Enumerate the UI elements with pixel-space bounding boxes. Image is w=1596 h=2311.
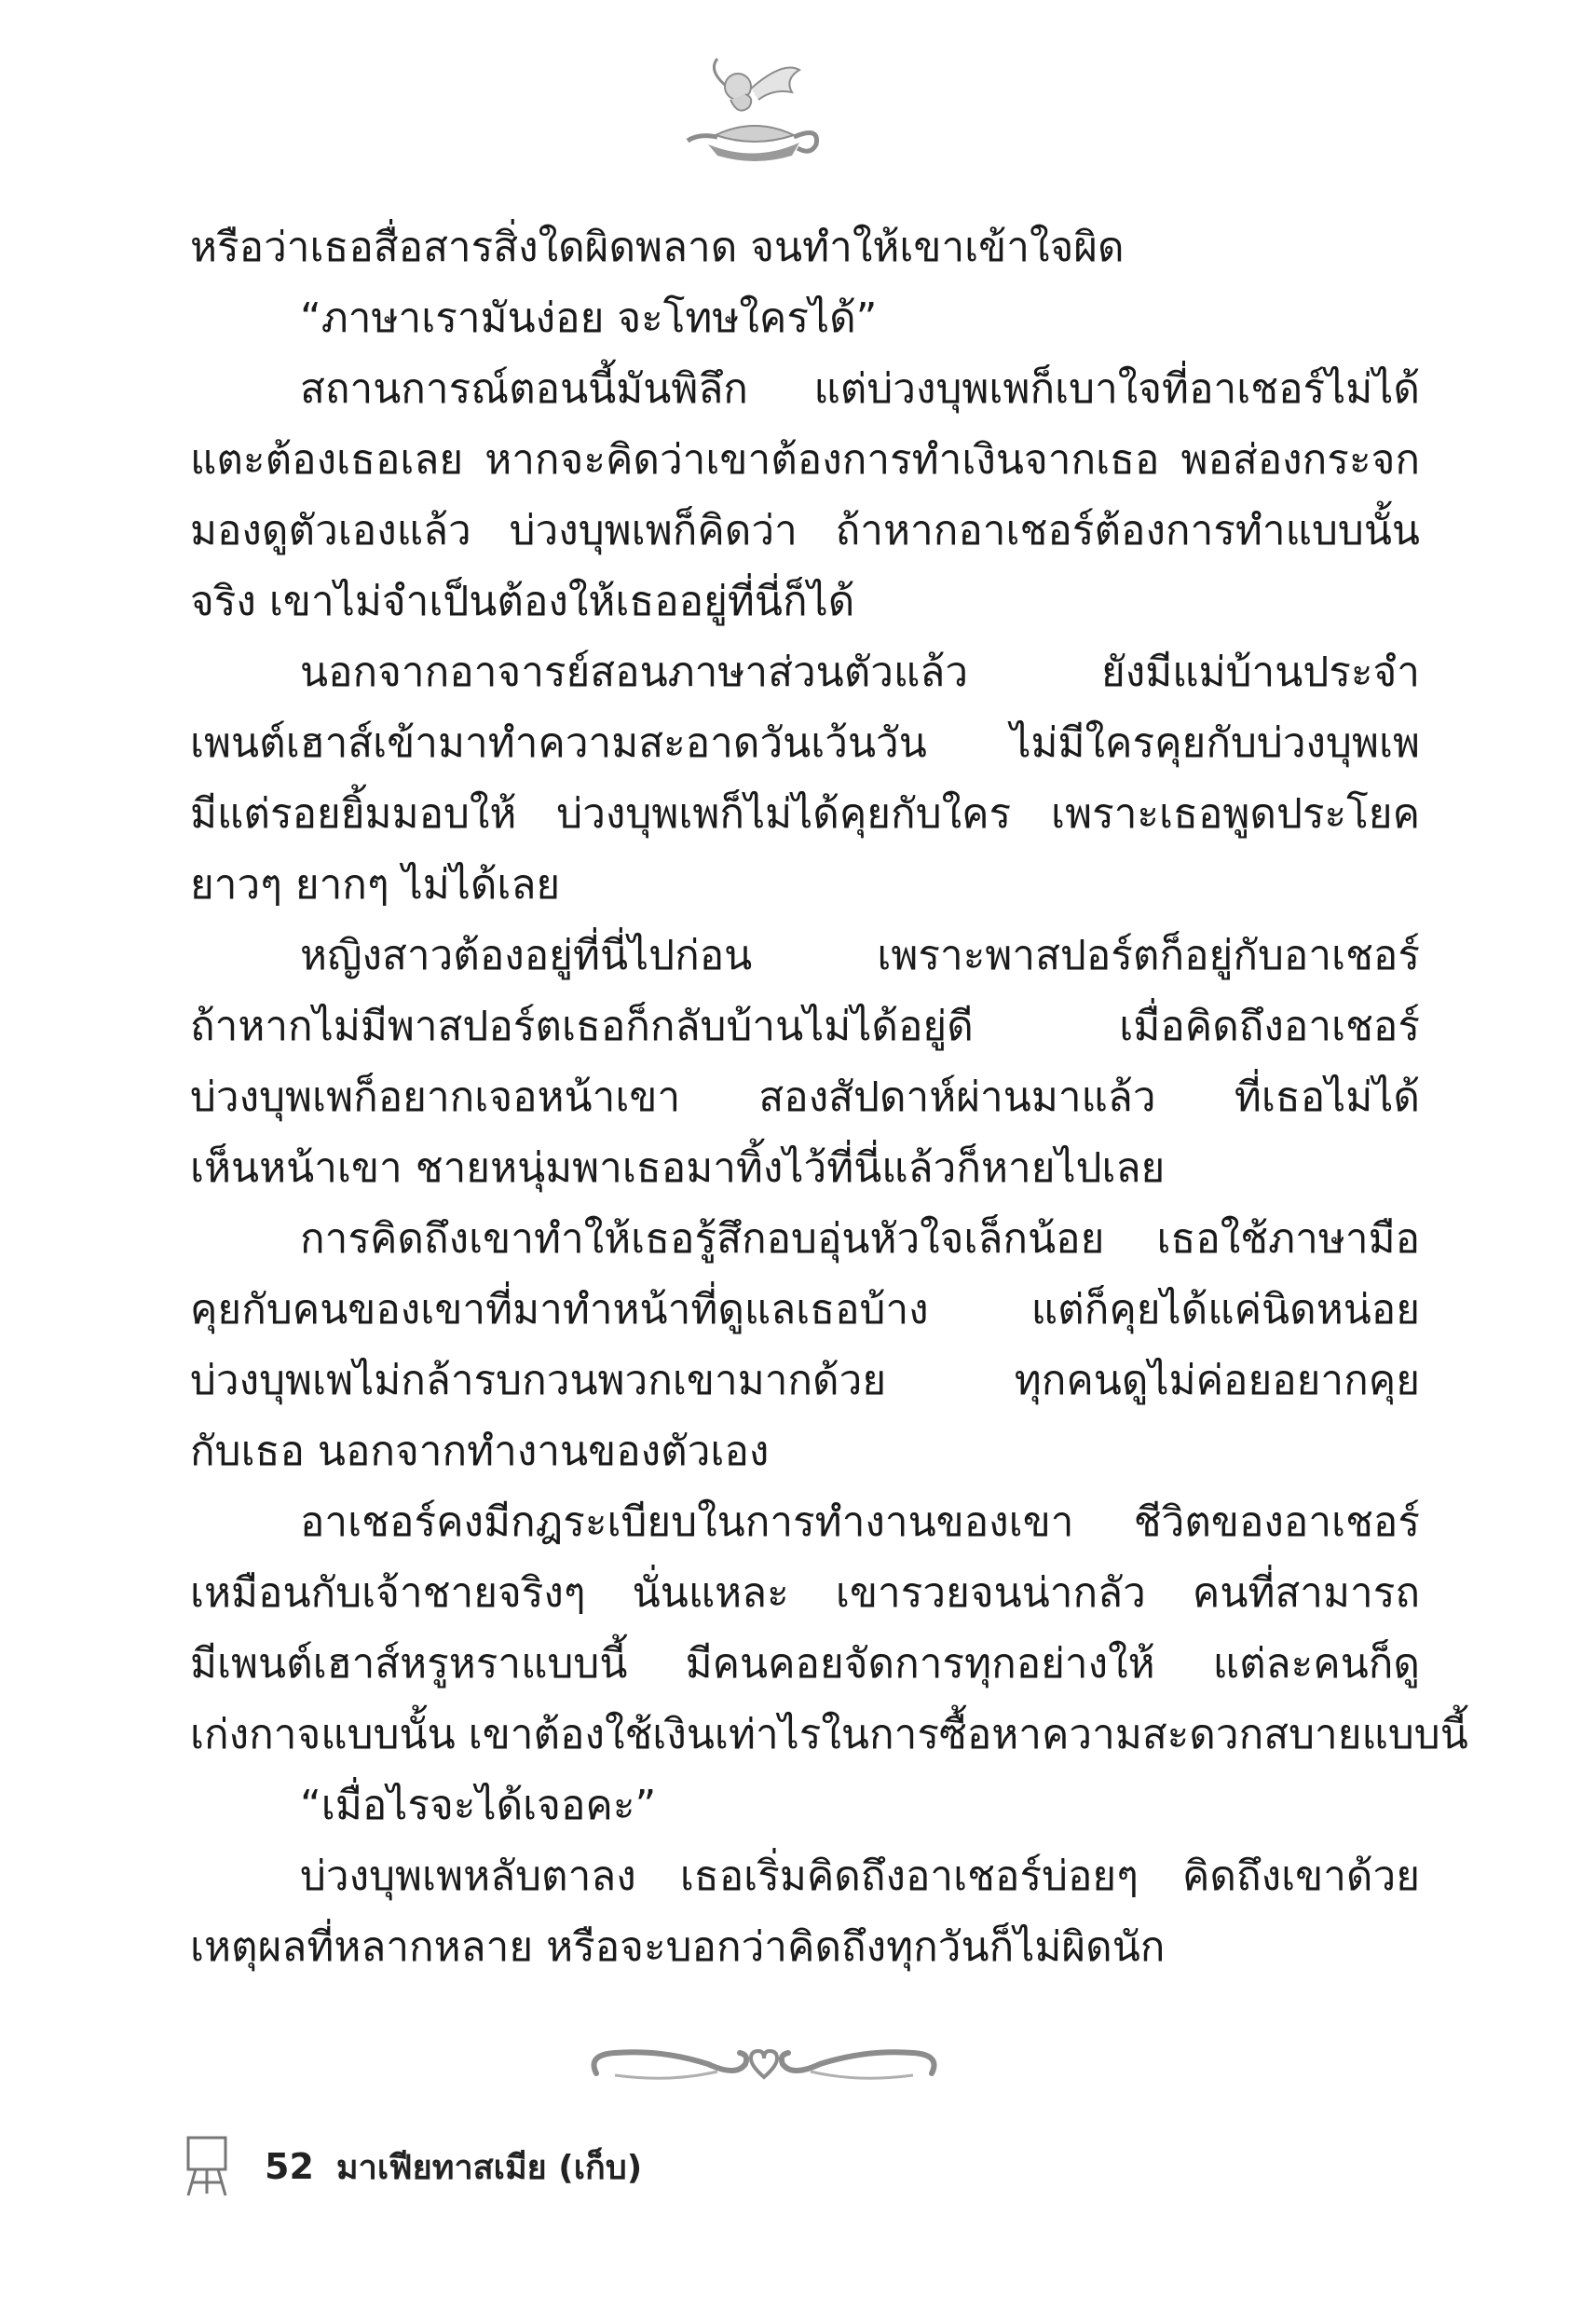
book-title: มาเฟียทาสเมีย (เก็บ) <box>335 2148 643 2187</box>
text-line: อาเชอร์คงมีกฎระเบียบในการทำงานของเขา ชีวิตของอาเชอร์ <box>300 1498 1420 1546</box>
text-line: กับเธอ นอกจากทำงานของตัวเอง <box>190 1428 770 1475</box>
text-line: หญิงสาวต้องอยู่ที่นี่ไปก่อน เพราะพาสปอร์ตก็อยู่กับอาเชอร์ <box>300 932 1420 979</box>
text-line: “ภาษาเรามันง่อย จะโทษใครได้” <box>300 294 878 342</box>
text-line: มีแต่รอยยิ้มมอบให้ บ่วงบุพเพก็ไม่ได้คุยกับใคร เพราะเธอพูดประโยค <box>190 790 1420 838</box>
text-line: ยาวๆ ยากๆ ไม่ได้เลย <box>190 861 561 909</box>
page-number: 52 <box>265 2146 314 2187</box>
text-line: มีเพนต์เฮาส์หรูหราแบบนี้ มีคนคอยจัดการทุกอย่างให้ แต่ละคนก็ดู <box>190 1640 1420 1688</box>
text-line: เห็นหน้าเขา ชายหนุ่มพาเธอมาทิ้งไว้ที่นี่แล้วก็หายไปเลย <box>190 1144 1166 1192</box>
text-line: บ่วงบุพเพไม่กล้ารบกวนพวกเขามากด้วย ทุกคนดูไม่ค่อยอยากคุย <box>190 1357 1420 1404</box>
text-line: หรือว่าเธอสื่อสารสิ่งใดผิดพลาด จนทำให้เขาเข้าใจผิด <box>190 224 1125 271</box>
text-line: บ่วงบุพเพก็อยากเจอหน้าเขา สองสัปดาห์ผ่านมาแล้ว ที่เธอไม่ได้ <box>190 1073 1420 1121</box>
body-text <box>190 212 1468 1983</box>
text-line: “เมื่อไรจะได้เจอคะ” <box>300 1782 657 1829</box>
text-line: เหตุผลที่หลากหลาย หรือจะบอกว่าคิดถึงทุกวันก็ไม่ผิดนัก <box>190 1923 1166 1971</box>
text-line: เก่งกาจแบบนั้น เขาต้องใช้เงินเท่าไรในการซื้อหาความสะดวกสบายแบบนี้ <box>190 1711 1468 1758</box>
text-line: การคิดถึงเขาทำให้เธอรู้สึกอบอุ่นหัวใจเล็กน้อย เธอใช้ภาษามือ <box>300 1215 1420 1263</box>
text-line: คุยกับคนของเขาที่มาทำหน้าที่ดูแลเธอบ้าง แต่ก็คุยได้แค่นิดหน่อย <box>190 1286 1420 1333</box>
page-footer <box>184 2134 642 2199</box>
text-line: เหมือนกับเจ้าชายจริงๆ นั่นแหละ เขารวยจนน่ากลัว คนที่สามารถ <box>190 1569 1420 1617</box>
text-line: ถ้าหากไม่มีพาสปอร์ตเธอก็กลับบ้านไม่ได้อยู่ดี เมื่อคิดถึงอาเชอร์ <box>190 1003 1420 1050</box>
text-line: จริง เขาไม่จำเป็นต้องให้เธออยู่ที่นี่ก็ได้ <box>190 578 855 625</box>
text-line: นอกจากอาจารย์สอนภาษาส่วนตัวแล้ว ยังมีแม่บ้านประจำ <box>300 649 1420 696</box>
text-line: สถานการณ์ตอนนี้มันพิลึก แต่บ่วงบุพเพก็เบาใจที่อาเชอร์ไม่ได้ <box>300 365 1420 413</box>
text-line: เพนต์เฮาส์เข้ามาทำความสะอาดวันเว้นวัน ไม่มีใครคุยกับบ่วงบุพเพ <box>190 719 1420 767</box>
text-line: บ่วงบุพเพหลับตาลง เธอเริ่มคิดถึงอาเชอร์บ่อยๆ คิดถึงเขาด้วย <box>300 1853 1420 1900</box>
heart-scroll-divider-icon <box>578 2036 950 2092</box>
cupid-teapot-ornament-icon <box>680 51 829 163</box>
easel-icon <box>184 2136 229 2197</box>
text-line: แตะต้องเธอเลย หากจะคิดว่าเขาต้องการทำเงินจากเธอ พอส่องกระจก <box>190 436 1420 484</box>
text-line: มองดูตัวเองแล้ว บ่วงบุพเพก็คิดว่า ถ้าหากอาเชอร์ต้องการทำแบบนั้น <box>190 507 1420 554</box>
